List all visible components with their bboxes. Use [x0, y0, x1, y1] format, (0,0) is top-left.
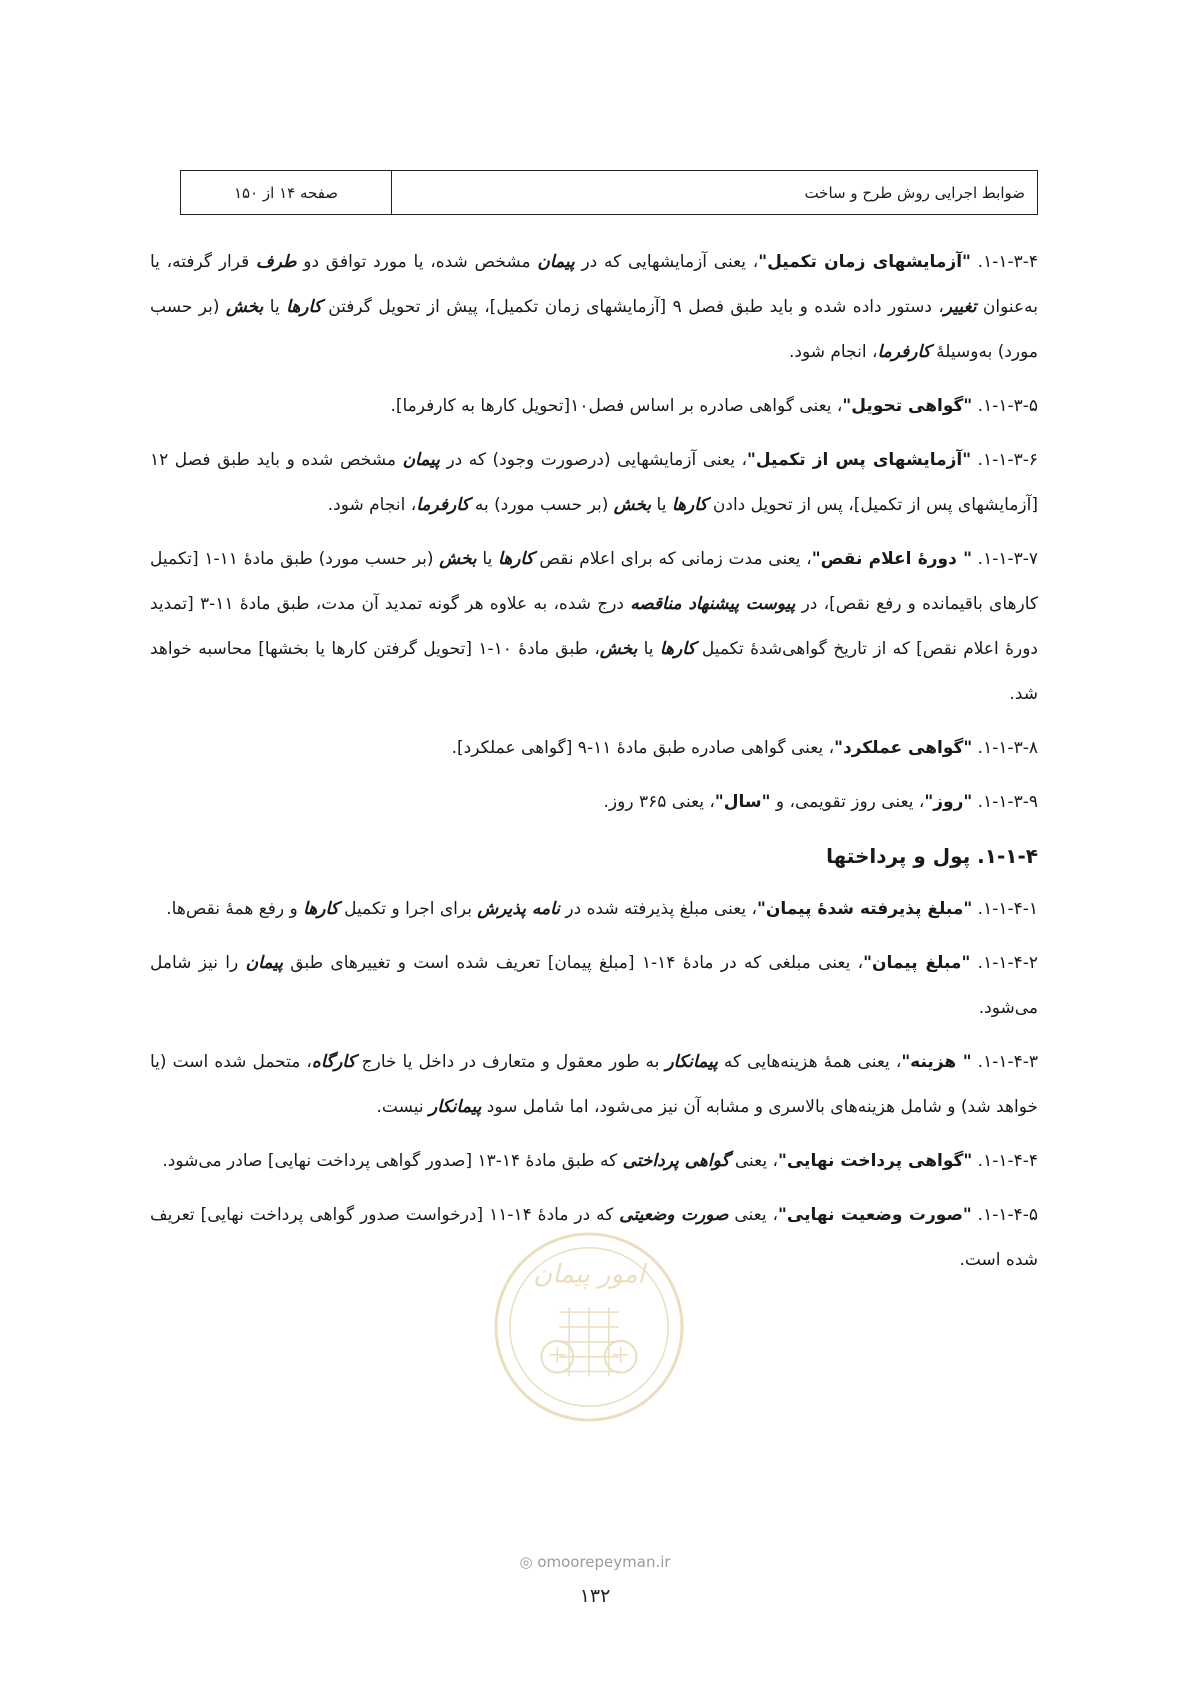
clause-text: (بر حسب مورد) به [469, 495, 614, 515]
defined-term: "سال" [714, 792, 771, 812]
keyword: طرف [255, 252, 297, 272]
clause-text: مشخص شده، یا مورد توافق دو [296, 252, 538, 272]
clause-number: ۱-۱-۳-۷. [971, 549, 1038, 569]
clause-number: ۱-۱-۳-۴. [970, 252, 1038, 272]
clause-text: که طبق مادهٔ ۱۴-۱۳ [صدور گواهی پرداخت نهایی] صادر می‌شود. [162, 1151, 623, 1171]
keyword: پیمان [245, 953, 283, 973]
keyword: کارها [659, 639, 696, 659]
clause-text: ، یعنی مبلغی که در مادهٔ ۱۴-۱ [مبلغ پیمان] تعریف شده است و تغییرهای طبق [282, 953, 864, 973]
clause-1-1-3-8 [150, 726, 1038, 771]
defined-term: " دورهٔ اعلام نقص" [811, 549, 972, 569]
clause-1-1-3-7 [150, 537, 1038, 717]
document-title: ضوابط اجرایی روش طرح و ساخت [804, 183, 1025, 202]
defined-term: "مبلغ پیمان" [863, 953, 971, 973]
globe-icon: ◎ [519, 1553, 533, 1571]
watermark-text: امور پیمان [533, 1259, 645, 1290]
clause-text: درج شده، به علاوه هر گونه تمدید آن مدت، طبق مادهٔ ۱۱-۳ [تمدید دورهٔ اعلام نقص] که از تاریخ گواهی‌شدهٔ تکمیل [150, 594, 1038, 659]
clause-text: برای اجرا و تکمیل [338, 899, 478, 919]
clause-text: که در مادهٔ ۱۴-۱۱ [درخواست صدور گواهی پرداخت نهایی] تعریف شده است. [150, 1205, 1038, 1270]
defined-term: "صورت وضعیت نهایی" [778, 1205, 972, 1225]
clause-text: ، یعنی ۳۶۵ روز. [603, 792, 715, 812]
clause-1-1-4-2 [150, 941, 1038, 1031]
clause-text: (بر حسب مورد) به‌وسیلهٔ [150, 297, 1038, 362]
clause-text: قرار گرفته، یا به‌عنوان [150, 252, 1038, 317]
keyword: گواهی پرداختی [622, 1151, 730, 1171]
clause-text: (بر حسب مورد) طبق مادهٔ ۱۱-۱ [تکمیل کارهای باقیمانده و رفع نقص]، در [150, 549, 1038, 614]
keyword: کارها [303, 899, 339, 919]
clause-text: را نیز شامل می‌شود. [150, 953, 1038, 1018]
clause-text: ، یعنی روز تقویمی، و [770, 792, 925, 812]
defined-term: "گواهی تحویل" [842, 396, 973, 416]
clause-text: مشخص شده و باید طبق فصل ۱۲ [آزمایشهای پس از تکمیل]، پس از تحویل دادن [150, 450, 1038, 515]
clause-number: ۱-۱-۴-۱. [972, 899, 1038, 919]
clause-text: ، یعنی گواهی صادره بر اساس فصل۱۰[تحویل کارها به کارفرما]. [390, 396, 843, 416]
document-body [150, 240, 1038, 1292]
clause-text: یا [637, 639, 660, 659]
clause-number: ۱-۱-۳-۶. [971, 450, 1038, 470]
clause-text: یا [476, 549, 499, 569]
keyword: پیمان [537, 252, 575, 272]
clause-number: ۱-۱-۳-۵. [972, 396, 1038, 416]
page-number: ۱۳۲ [579, 1585, 611, 1607]
defined-term: "آزمایشهای پس از تکمیل" [747, 450, 972, 470]
clause-text: ، طبق مادهٔ ۱۰-۱ [تحویل گرفتن کارها یا بخشها] محاسبه خواهد شد. [150, 639, 1038, 704]
clause-1-1-3-5 [150, 384, 1038, 429]
clause-text: ، یعنی [729, 1151, 778, 1171]
keyword: پیمانکار [665, 1052, 718, 1072]
clause-text: ، دستور داده شده و باید طبق فصل ۹ [آزمایشهای زمان تکمیل]، پیش از تحویل گرفتن [321, 297, 944, 317]
keyword: کارفرما [416, 495, 470, 515]
keyword: پیمان [402, 450, 440, 470]
keyword: بخش [613, 495, 652, 515]
page-header [180, 170, 1038, 215]
defined-term: "روز" [924, 792, 973, 812]
keyword: پیوست پیشنهاد مناقصه [630, 594, 796, 614]
clause-text: ، یعنی آزمایشهایی (درصورت وجود) که در [439, 450, 747, 470]
keyword: نامه پذیرش [477, 899, 560, 919]
clause-number: ۱-۱-۳-۹. [972, 792, 1038, 812]
keyword: کارها [286, 297, 322, 317]
keyword: کارها [498, 549, 534, 569]
keyword: صورت وضعیتی [619, 1205, 729, 1225]
defined-term: " هزینه" [901, 1052, 972, 1072]
clause-text: نیست. [376, 1097, 429, 1117]
clause-text: ، انجام شود. [327, 495, 417, 515]
clause-text: و رفع همهٔ نقص‌ها. [166, 899, 304, 919]
section-heading: ۱-۱-۴. پول و پرداختها [826, 844, 1038, 868]
clause-text: ، متحمل شده است (یا خواهد شد) و شامل هزینه‌های بالاسری و مشابه آن نیز می‌شود، اما شامل سود [150, 1052, 1038, 1117]
clause-1-1-3-9 [150, 780, 1038, 825]
clause-number: ۱-۱-۴-۴. [972, 1151, 1038, 1171]
keyword: پیمانکار [429, 1097, 482, 1117]
clause-text: ، یعنی همهٔ هزینه‌هایی که [717, 1052, 902, 1072]
clause-text: به طور معقول و متعارف در داخل یا خارج [355, 1052, 666, 1072]
keyword: بخش [439, 549, 477, 569]
clause-text: ، یعنی گواهی صادره طبق مادهٔ ۱۱-۹ [گواهی عملکرد]. [451, 738, 835, 758]
clause-1-1-4-3 [150, 1040, 1038, 1130]
clause-text: ، یعنی [728, 1205, 779, 1225]
clause-text: ، یعنی مبلغ پذیرفته شده در [559, 899, 758, 919]
clause-text: ، یعنی مدت زمانی که برای اعلام نقص [533, 549, 812, 569]
clause-number: ۱-۱-۳-۸. [972, 738, 1038, 758]
keyword: کارها [671, 495, 708, 515]
clause-1-1-4-4 [150, 1139, 1038, 1184]
keyword: کارفرما [877, 342, 931, 362]
keyword: تغییر [943, 297, 977, 317]
keyword: کارگاه [311, 1052, 356, 1072]
page-counter: صفحه ۱۴ از ۱۵۰ [181, 171, 392, 214]
clause-1-1-3-4 [150, 240, 1038, 375]
clause-number: ۱-۱-۴-۲. [970, 953, 1038, 973]
clause-text: یا [651, 495, 672, 515]
clause-text: ، یعنی آزمایشهایی که در [574, 252, 759, 272]
clause-number: ۱-۱-۴-۵. [971, 1205, 1039, 1225]
defined-term: "آزمایشهای زمان تکمیل" [758, 252, 971, 272]
defined-term: "گواهی عملکرد" [834, 738, 973, 758]
defined-term: "مبلغ پذیرفته شدهٔ پیمان" [757, 899, 973, 919]
website-text: omoorepeyman.ir [537, 1553, 671, 1571]
clause-number: ۱-۱-۴-۳. [971, 1052, 1039, 1072]
website-mark [0, 1553, 1190, 1571]
clause-text: یا [263, 297, 287, 317]
clause-1-1-4-5 [150, 1193, 1038, 1283]
keyword: بخش [225, 297, 264, 317]
clause-1-1-4-1 [150, 887, 1038, 932]
clause-text: ، انجام شود. [789, 342, 878, 362]
keyword: بخش [599, 639, 638, 659]
defined-term: "گواهی پرداخت نهایی" [778, 1151, 973, 1171]
clause-1-1-3-6 [150, 438, 1038, 528]
